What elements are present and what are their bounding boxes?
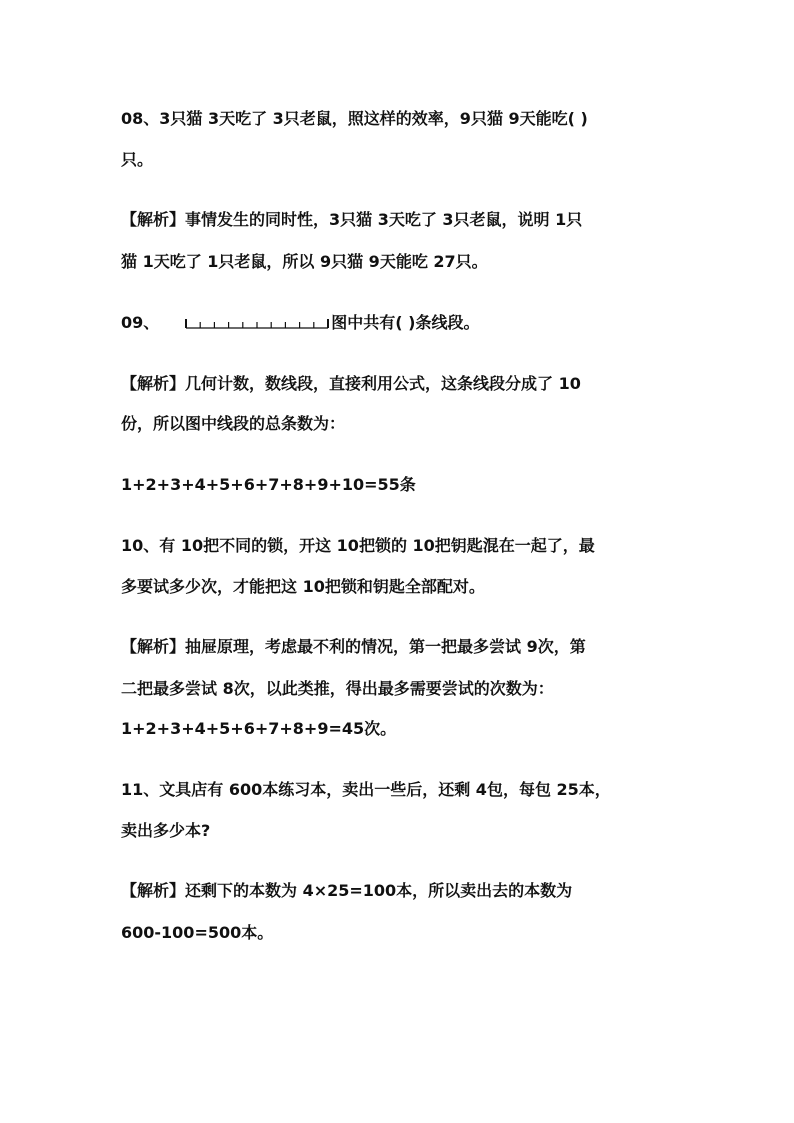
question-10-line-1: 10、有 10把不同的锁，开这 10把锁的 10把钥匙混在一起了，最 [121, 536, 595, 555]
answer-09-line-2: 份，所以图中线段的总条数为： [121, 414, 346, 433]
question-10-line-2: 多要试多少次，才能把这 10把锁和钥匙全部配对。 [121, 577, 485, 596]
question-08-line-2: 只。 [121, 150, 154, 169]
answer-11-line-2: 600-100=500本。 [121, 923, 274, 942]
answer-09-line-1: 【解析】几何计数，数线段，直接利用公式，这条线段分成了 10 [121, 374, 581, 393]
answer-09-formula: 1+2+3+4+5+6+7+8+9+10=55条 [121, 475, 416, 494]
answer-08-line-2: 猫 1天吃了 1只老鼠，所以 9只猫 9天能吃 27只。 [121, 252, 488, 271]
line-segment-figure [185, 318, 329, 330]
question-08-line-1: 08、3只猫 3天吃了 3只老鼠，照这样的效率，9只猫 9天能吃( ) [121, 109, 588, 128]
question-09-number: 09、 [121, 313, 160, 332]
question-09 [121, 312, 479, 334]
answer-08-line-1: 【解析】事情发生的同时性，3只猫 3天吃了 3只老鼠，说明 1只 [121, 210, 583, 229]
answer-10-line-1: 【解析】抽屉原理，考虑最不利的情况，第一把最多尝试 9次，第 [121, 637, 586, 656]
segmented-line-icon [185, 318, 329, 330]
answer-10-formula: 1+2+3+4+5+6+7+8+9=45次。 [121, 719, 397, 738]
answer-11-line-1: 【解析】还剩下的本数为 4×25=100本，所以卖出去的本数为 [121, 881, 573, 900]
question-11-line-2: 卖出多少本? [121, 821, 211, 840]
question-09-text: 图中共有( )条线段。 [331, 313, 480, 332]
answer-10-line-2: 二把最多尝试 8次，以此类推，得出最多需要尝试的次数为： [121, 679, 554, 698]
question-11-line-1: 11、文具店有 600本练习本，卖出一些后，还剩 4包，每包 25本， [121, 780, 611, 799]
